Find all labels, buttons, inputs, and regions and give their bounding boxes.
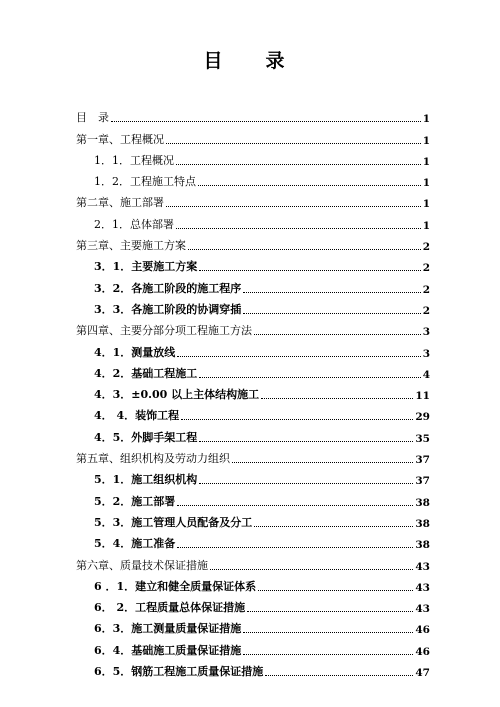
toc-entry-page-number: 2: [422, 262, 430, 275]
toc-entry-label: 第三章、主要施工方案: [76, 239, 186, 253]
toc-entry[interactable]: [76, 573, 430, 594]
toc-entry[interactable]: [76, 636, 430, 657]
toc-entry-page-number: 38: [415, 496, 430, 509]
toc-entry-label: 6．3．施工测量质量保证措施: [94, 622, 242, 636]
dot-leader: [210, 569, 413, 570]
toc-entry-label: 3．2．各施工阶段的施工程序: [94, 281, 242, 295]
toc-entry-label: 4．3．±0.00 以上主体结构施工: [94, 388, 260, 402]
toc-entry-label: 5．1．施工组织机构: [94, 473, 198, 487]
toc-entry-page-number: 38: [415, 517, 430, 530]
page-title: 目 录: [203, 50, 297, 72]
toc-entry-page-number: 4: [422, 368, 430, 381]
toc-entry-page-number: 1: [422, 134, 430, 147]
toc-entry[interactable]: [76, 594, 430, 615]
toc-entry-label: 第五章、组织机构及劳动力组织: [76, 452, 230, 466]
toc-entry[interactable]: [76, 615, 430, 636]
dot-leader: [254, 334, 421, 335]
toc-entry-page-number: 37: [415, 454, 430, 467]
dot-leader: [254, 526, 413, 527]
toc-entry-page-number: 38: [415, 539, 430, 552]
toc-entry-label: 第一章、工程概况: [76, 132, 164, 146]
toc-entry[interactable]: [76, 274, 430, 295]
toc-entry[interactable]: [76, 402, 430, 423]
toc-entry-page-number: 2: [422, 283, 430, 296]
toc-entry[interactable]: [76, 509, 430, 530]
toc-entry-label: 第六章、质量技术保证措施: [76, 558, 208, 572]
dot-leader: [258, 590, 413, 591]
toc-entry-page-number: 29: [415, 411, 430, 424]
toc-entry[interactable]: [76, 147, 430, 168]
toc-entry[interactable]: [76, 189, 430, 210]
toc-entry-page-number: 37: [415, 475, 430, 488]
dot-leader: [177, 547, 413, 548]
toc-entry-page-number: 2: [422, 241, 430, 254]
toc-entry-label: 5．3．施工管理人员配备及分工: [94, 515, 253, 529]
toc-entry-page-number: 43: [415, 581, 430, 594]
dot-leader: [199, 270, 420, 271]
toc-entry[interactable]: [76, 125, 430, 146]
toc-entry[interactable]: [76, 168, 430, 189]
toc-entry-page-number: 46: [415, 645, 430, 658]
dot-leader: [188, 249, 421, 250]
toc-entry-label: 6 ．1．建立和健全质量保证体系: [94, 579, 257, 593]
dot-leader: [176, 164, 421, 165]
toc-entry-page-number: 3: [422, 347, 430, 360]
toc-entry-label: 6．5．钢筋工程施工质量保证措施: [94, 665, 264, 679]
toc-entry-page-number: 47: [415, 667, 430, 680]
toc-entry[interactable]: [76, 232, 430, 253]
toc-entry[interactable]: [76, 445, 430, 466]
dot-leader: [232, 462, 413, 463]
toc-entry-label: 5．2．施工部署: [94, 494, 176, 508]
toc-entry-page-number: 1: [422, 177, 430, 190]
toc-entry-page-number: 1: [422, 113, 430, 126]
dot-leader: [247, 611, 413, 612]
dot-leader: [243, 313, 420, 314]
toc-entry-page-number: 43: [415, 603, 430, 616]
toc-entry-page-number: 3: [422, 326, 430, 339]
toc-entry[interactable]: [76, 360, 430, 381]
toc-entry[interactable]: [76, 381, 430, 402]
toc-entry-page-number: 1: [422, 155, 430, 168]
toc-entry[interactable]: [76, 253, 430, 274]
toc-entry[interactable]: [76, 551, 430, 572]
toc-entry[interactable]: [76, 296, 430, 317]
toc-entry-page-number: 2: [422, 304, 430, 317]
toc-entry[interactable]: [76, 530, 430, 551]
toc-entry[interactable]: [76, 423, 430, 444]
toc-entry-page-number: 1: [422, 198, 430, 211]
toc-entry-label: 4． 4．装饰工程: [94, 409, 180, 423]
toc-entry-page-number: 35: [415, 432, 430, 445]
toc-entry-label: 3．3．各施工阶段的协调穿插: [94, 302, 242, 316]
toc-entry-label: 4．2．基础工程施工: [94, 366, 198, 380]
toc-entry-label: 3．1．主要施工方案: [94, 260, 198, 274]
toc-entry[interactable]: [76, 466, 430, 487]
toc-entry-page-number: 1: [422, 219, 430, 232]
toc-entry-label: 6． 2．工程质量总体保证措施: [94, 601, 246, 615]
dot-leader: [243, 292, 420, 293]
toc-entry-label: 5．4．施工准备: [94, 537, 176, 551]
toc-entry[interactable]: [76, 210, 430, 231]
dot-leader: [265, 675, 413, 676]
toc-entry[interactable]: [76, 317, 430, 338]
toc-entry-label: 2．1．总体部署: [94, 217, 174, 231]
toc-entry-page-number: 11: [415, 390, 430, 403]
dot-leader: [166, 143, 421, 144]
toc-entry-label: 1．1．工程概况: [94, 153, 174, 167]
dot-leader: [261, 398, 413, 399]
dot-leader: [177, 356, 420, 357]
dot-leader: [198, 185, 421, 186]
dot-leader: [199, 483, 413, 484]
toc-entry-label: 第四章、主要分部分项工程施工方法: [76, 324, 252, 338]
dot-leader: [176, 228, 421, 229]
toc-entry-label: 目 录: [76, 111, 109, 125]
toc-entry[interactable]: [76, 658, 430, 679]
toc-entry-label: 6．4．基础施工质量保证措施: [94, 643, 242, 657]
dot-leader: [243, 632, 413, 633]
toc-entry[interactable]: [76, 104, 430, 125]
dot-leader: [199, 377, 420, 378]
toc-entry-label: 4．5．外脚手架工程: [94, 430, 198, 444]
dot-leader: [111, 121, 421, 122]
table-of-contents: [76, 104, 430, 679]
toc-entry-label: 4．1．测量放线: [94, 345, 176, 359]
toc-entry-label: 第二章、施工部署: [76, 196, 164, 210]
dot-leader: [199, 441, 413, 442]
dot-leader: [177, 505, 413, 506]
toc-entry[interactable]: [76, 338, 430, 359]
dot-leader: [166, 206, 421, 207]
dot-leader: [243, 654, 413, 655]
toc-entry[interactable]: [76, 487, 430, 508]
toc-entry-label: 1．2．工程施工特点: [94, 175, 196, 189]
toc-entry-page-number: 43: [415, 560, 430, 573]
toc-entry-page-number: 46: [415, 624, 430, 637]
dot-leader: [181, 419, 413, 420]
